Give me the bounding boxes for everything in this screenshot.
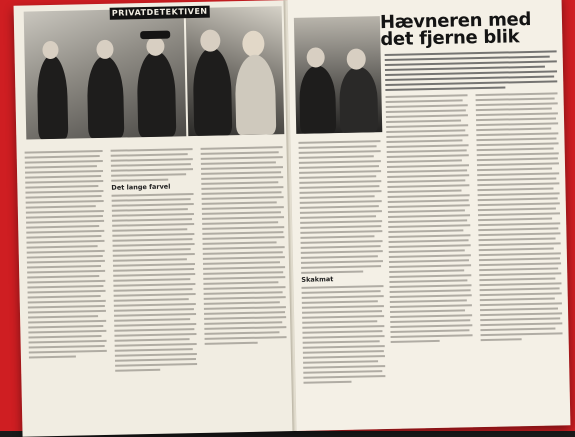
article-headline [379, 8, 559, 51]
body-column-1 [25, 150, 107, 359]
figure-silhouette [299, 65, 336, 134]
body-column-5 [475, 92, 562, 341]
figure-silhouette [235, 54, 277, 135]
body-column-4 [386, 94, 473, 343]
subhead-skakmat: Skakmat [301, 275, 334, 284]
figure-silhouette [339, 66, 378, 133]
figure-head [96, 40, 113, 59]
subhead-det-lange-farvel: Det lange farvel [111, 182, 171, 192]
figure-head [306, 47, 324, 67]
headline-line-2: det fjerne blik [380, 26, 520, 51]
figure-silhouette [137, 50, 177, 137]
body-column-3 [201, 146, 287, 345]
section-banner: PRIVATDETEKTIVEN [110, 6, 210, 20]
hat [140, 31, 170, 40]
figure-silhouette [87, 56, 125, 139]
figure-head [200, 29, 220, 51]
body-column-2 [111, 148, 198, 372]
figure-head [347, 48, 366, 69]
article-dek [385, 50, 558, 91]
magazine-spread [14, 0, 571, 437]
figure-silhouette [37, 55, 69, 140]
body-column-6 [298, 140, 385, 384]
figure-head [242, 31, 265, 57]
headline-line-1: Hævneren med [379, 8, 532, 34]
figure-silhouette [192, 47, 232, 136]
left-page [14, 0, 295, 437]
right-page [287, 0, 570, 431]
photo-detective-portrait [186, 6, 285, 136]
photo-detectives-street [24, 8, 187, 139]
photo-gene-hackman [294, 16, 382, 134]
